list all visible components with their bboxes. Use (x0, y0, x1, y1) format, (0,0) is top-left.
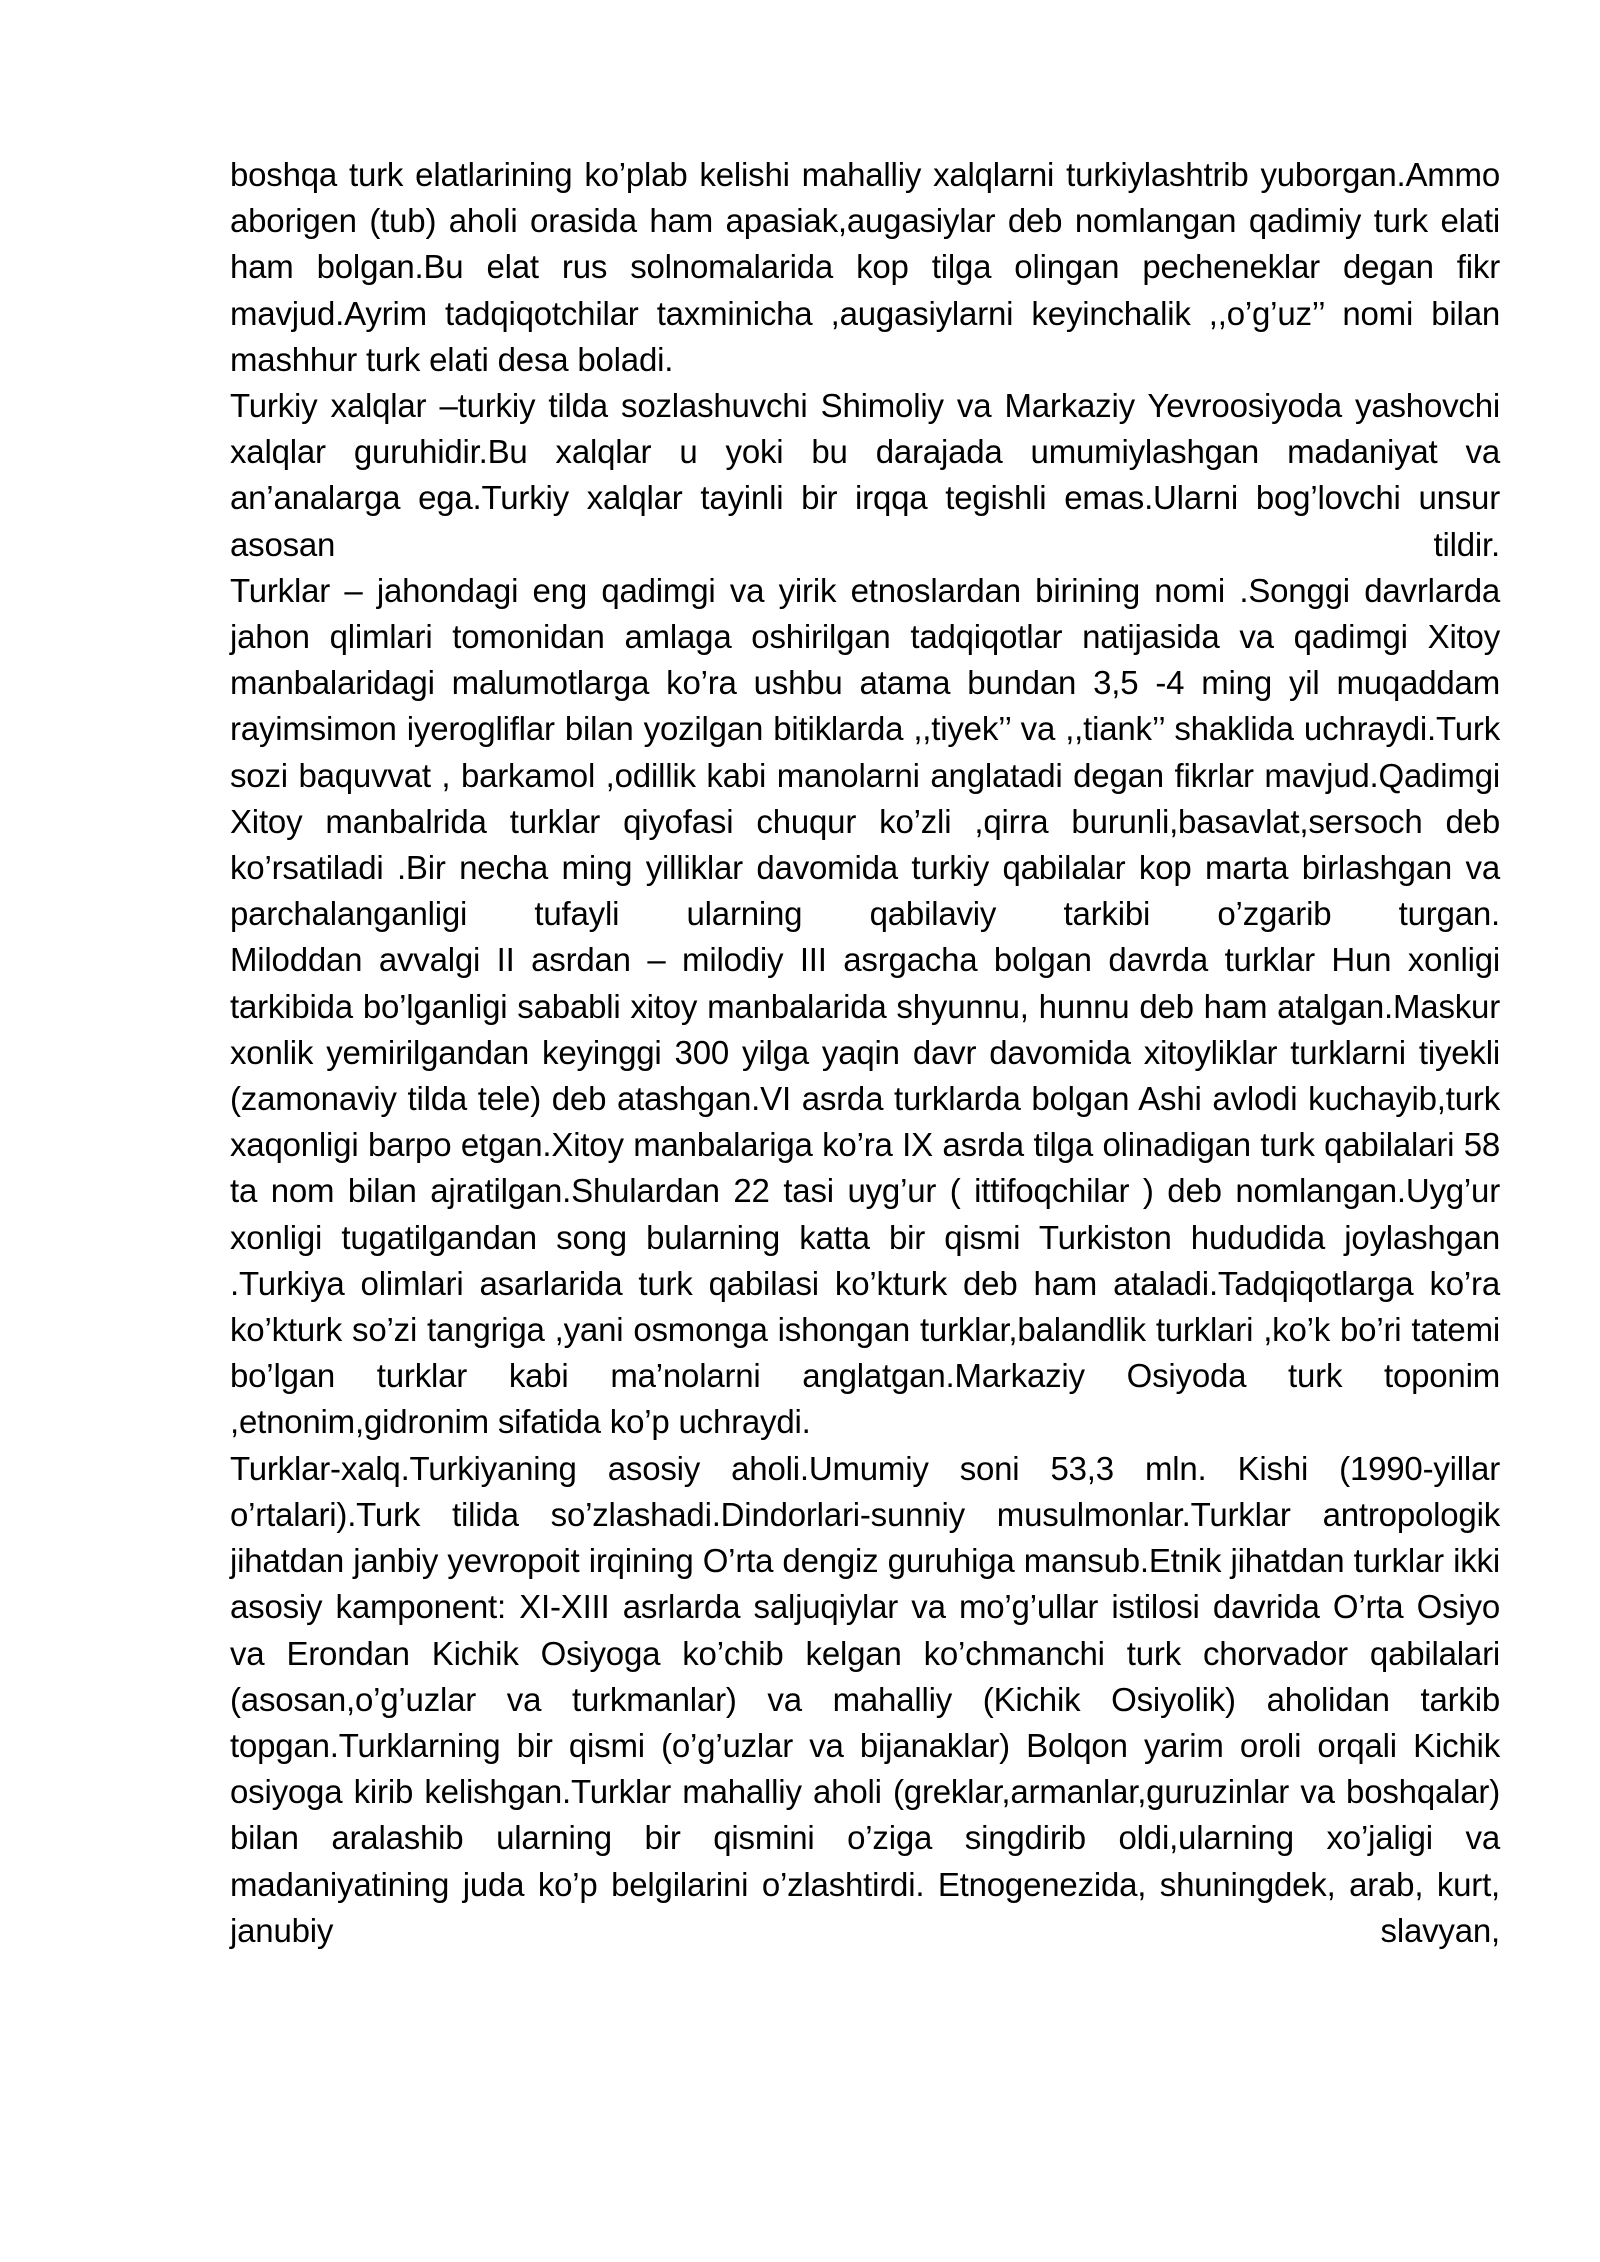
paragraph-augasiylar: boshqa turk elatlarining ko’plab kelishi mahalliy xalqlarni turkiylashtrib yuborgan.Ammo aborigen (tub) aholi orasida ham apasiak,augasiylar deb nomlangan qadimiy turk elati ham bolgan.Bu elat rus solnomalarida kop tilga olingan pecheneklar degan fikr mavjud.Ayrim tadqiqotchilar taxminicha ,augasiylarni keyinchalik ,,o’g’uz’’ nomi bilan mashhur turk elati desa boladi. (230, 156, 1500, 378)
paragraph-turklar-xalq: Turklar-xalq.Turkiyaning asosiy aholi.Umumiy soni 53,3 mln. Kishi (1990-yillar o’rtalari).Turk tilida so’zlashadi.Dindorlari-sunniy musulmonlar.Turklar antropologik jihatdan janbiy yevropoit irqining O’rta dengiz guruhiga mansub.Etnik jihatdan turklar ikki asosiy kamponent: XI-XIII asrlarda saljuqiylar va mo’g’ullar istilosi davrida O’rta Osiyo va Erondan Kichik Osiyoga ko’chib kelgan ko’chmanchi turk chorvador qabilalari (asosan,o’g’uzlar va turkmanlar) va mahalliy (Kichik Osiyolik) aholidan tarkib topgan.Turklarning bir qismi (o’g’uzlar va bijanaklar) Bolqon yarim oroli orqali Kichik osiyoga kirib kelishgan.Turklar mahalliy aholi (greklar,armanlar,guruzinlar va boshqalar) bilan aralashib ularning bir qismini o’ziga singdirib oldi,ularning xo’jaligi va madaniyatining juda ko’p belgilarini o’zlashtirdi. Etnogenezida, shuningdek, arab, kurt, janubiy slavyan, (230, 1449, 1500, 1949)
document-body (230, 152, 1500, 1954)
paragraph-turkiy-xalqlar: Turkiy xalqlar –turkiy tilda sozlashuvchi Shimoliy va Markaziy Yevroosiyoda yashovchi xalqlar guruhidir.Bu xalqlar u yoki bu darajada umumiylashgan madaniyat va an’analarga ega.Turkiy xalqlar tayinli bir irqqa tegishli emas.Ularni bog’lovchi unsur asosan tildir. (230, 387, 1500, 563)
paragraph-hun-xonligi: Miloddan avvalgi II asrdan – milodiy III asrgacha bolgan davrda turklar Hun xonligi tarkibida bo’lganligi sababli xitoy manbalarida shyunnu, hunnu deb ham atalgan.Maskur xonlik yemirilgandan keyinggi 300 yilga yaqin davr davomida xitoyliklar turklarni tiyekli (zamonaviy tilda tele) deb atashgan.VI asrda turklarda bolgan Ashi avlodi kuchayib,turk xaqonligi barpo etgan.Xitoy manbalariga ko’ra IX asrda tilga olinadigan turk qabilalari 58 ta nom bilan ajratilgan.Shulardan 22 tasi uyg’ur ( ittifoqchilar ) deb nomlangan.Uyg’ur xonligi tugatilgandan song bularning katta bir qismi Turkiston hududida joylashgan .Turkiya olimlari asarlarida turk qabilasi ko’kturk deb ham ataladi.Tadqiqotlarga ko’ra ko’kturk so’zi tangriga ,yani osmonga ishongan turklar,balandlik turklari ,ko’k bo’ri tatemi bo’lgan turklar kabi ma’nolarni anglatgan.Markaziy Osiyoda turk toponim ,etnonim,gidronim sifatida ko’p uchraydi. (230, 941, 1500, 1441)
paragraph-turklar-etnos: Turklar – jahondagi eng qadimgi va yirik etnoslardan birining nomi .Songgi davrlarda jahon qlimlari tomonidan amlaga oshirilgan tadqiqotlar natijasida va qadimgi Xitoy manbalaridagi malumotlarga ko’ra ushbu atama bundan 3,5 -4 ming yil muqaddam rayimsimon iyerogliflar bilan yozilgan bitiklarda ,,tiyek’’ va ,,tiank’’ shaklida uchraydi.Turk sozi baquvvat , barkamol ,odillik kabi manolarni anglatadi degan fikrlar mavjud.Qadimgi Xitoy manbalrida turklar qiyofasi chuqur ko’zli ,qirra burunli,basavlat,sersoch deb ko’rsatiladi .Bir necha ming yilliklar davomida turkiy qabilalar kop marta birlashgan va parchalanganligi tufayli ularning qabilaviy tarkibi o’zgarib turgan. (230, 571, 1500, 933)
